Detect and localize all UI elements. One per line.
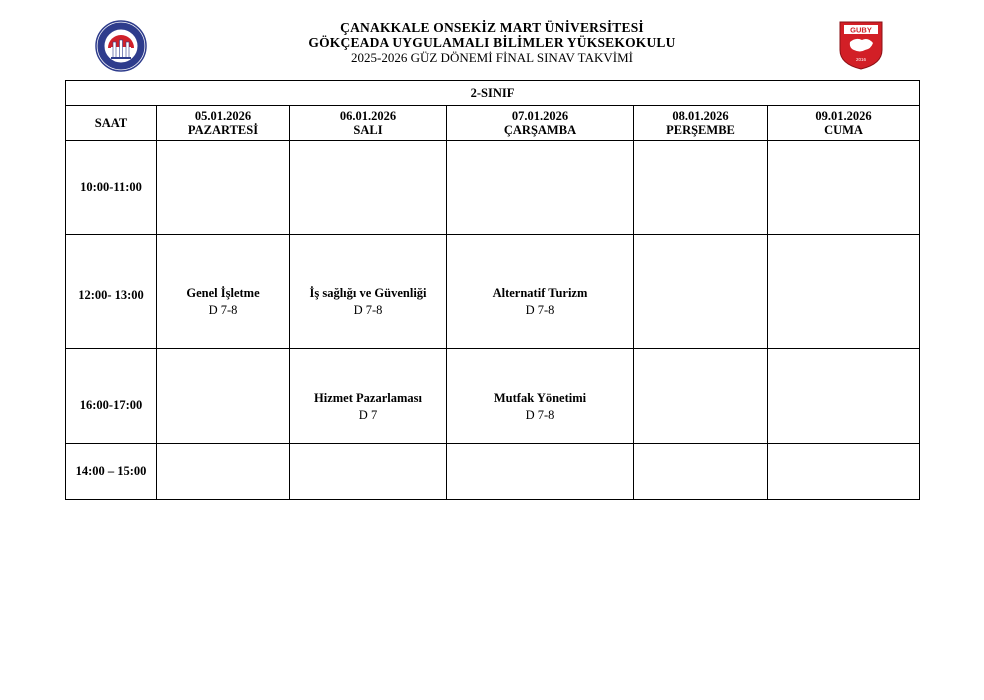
- time-slot-row: [66, 444, 920, 500]
- course-name: Alternatif Turizm: [492, 286, 588, 300]
- exam-room: D 7: [358, 407, 378, 422]
- exam-cell: [157, 349, 290, 444]
- exam-schedule-table: [65, 80, 920, 500]
- time-slot-row: [66, 235, 920, 349]
- exam-cell: [290, 141, 447, 235]
- school-name: GÖKÇEADA UYGULAMALI BİLİMLER YÜKSEKOKULU: [308, 35, 676, 50]
- exam-cell: [157, 141, 290, 235]
- day-name: SALI: [353, 123, 383, 137]
- class-label: 2-SINIF: [66, 81, 920, 106]
- exam-cell: [447, 235, 634, 349]
- day-date: 06.01.2026: [339, 109, 397, 123]
- school-logo-icon: [838, 20, 884, 70]
- exam-cell: [447, 349, 634, 444]
- day-name: PAZARTESİ: [187, 123, 259, 137]
- university-logo-icon: [95, 20, 147, 72]
- day-header-monday: [157, 106, 290, 141]
- exam-room: D 7-8: [208, 303, 238, 317]
- time-slot-label: 12:00- 13:00: [66, 235, 157, 349]
- document-title-block: [220, 20, 764, 65]
- exam-room: D 7-8: [525, 407, 555, 422]
- course-name: Genel İşletme: [186, 286, 260, 300]
- day-header-friday: [768, 106, 920, 141]
- exam-cell: [768, 141, 920, 235]
- exam-cell: [768, 235, 920, 349]
- day-date: 07.01.2026: [511, 109, 569, 123]
- exam-cell: [290, 235, 447, 349]
- school-logo-label: GUBY: [850, 25, 872, 35]
- exam-cell: [634, 141, 768, 235]
- day-name: ÇARŞAMBA: [503, 123, 577, 137]
- course-name: İş sağlığı ve Güvenliği: [309, 286, 427, 300]
- exam-cell: [447, 141, 634, 235]
- time-slot-row: [66, 141, 920, 235]
- time-slot-label: 10:00-11:00: [66, 141, 157, 235]
- day-name: PERŞEMBE: [666, 123, 735, 137]
- exam-schedule-title: 2025-2026 GÜZ DÖNEMİ FİNAL SINAV TAKVİMİ: [351, 50, 633, 65]
- day-header-tuesday: [290, 106, 447, 141]
- university-name: ÇANAKKALE ONSEKİZ MART ÜNİVERSİTESİ: [340, 20, 644, 35]
- day-header-row: [66, 106, 920, 141]
- day-name: CUMA: [824, 123, 863, 137]
- exam-cell: [290, 444, 447, 500]
- day-date: 09.01.2026: [815, 109, 872, 123]
- time-slot-label: 14:00 – 15:00: [66, 444, 157, 500]
- exam-room: D 7-8: [525, 303, 555, 317]
- exam-cell: [157, 444, 290, 500]
- exam-cell: [634, 349, 768, 444]
- day-date: 05.01.2026: [194, 109, 252, 123]
- time-column-header: SAAT: [66, 106, 157, 141]
- day-date: 08.01.2026: [672, 109, 729, 123]
- school-logo-year: 2016: [855, 57, 867, 62]
- exam-cell: [768, 444, 920, 500]
- day-header-wednesday: [447, 106, 634, 141]
- exam-cell: [634, 235, 768, 349]
- time-slot-label: 16:00-17:00: [66, 349, 157, 444]
- course-name: Mutfak Yönetimi: [493, 390, 587, 405]
- exam-cell: [290, 349, 447, 444]
- exam-room: D 7-8: [353, 303, 383, 317]
- document-header: [0, 0, 984, 80]
- course-name: Hizmet Pazarlaması: [314, 390, 422, 405]
- exam-cell: [768, 349, 920, 444]
- day-header-thursday: [634, 106, 768, 141]
- class-row: [66, 81, 920, 106]
- time-slot-row: [66, 349, 920, 444]
- exam-cell: [447, 444, 634, 500]
- exam-cell: [634, 444, 768, 500]
- exam-cell: [157, 235, 290, 349]
